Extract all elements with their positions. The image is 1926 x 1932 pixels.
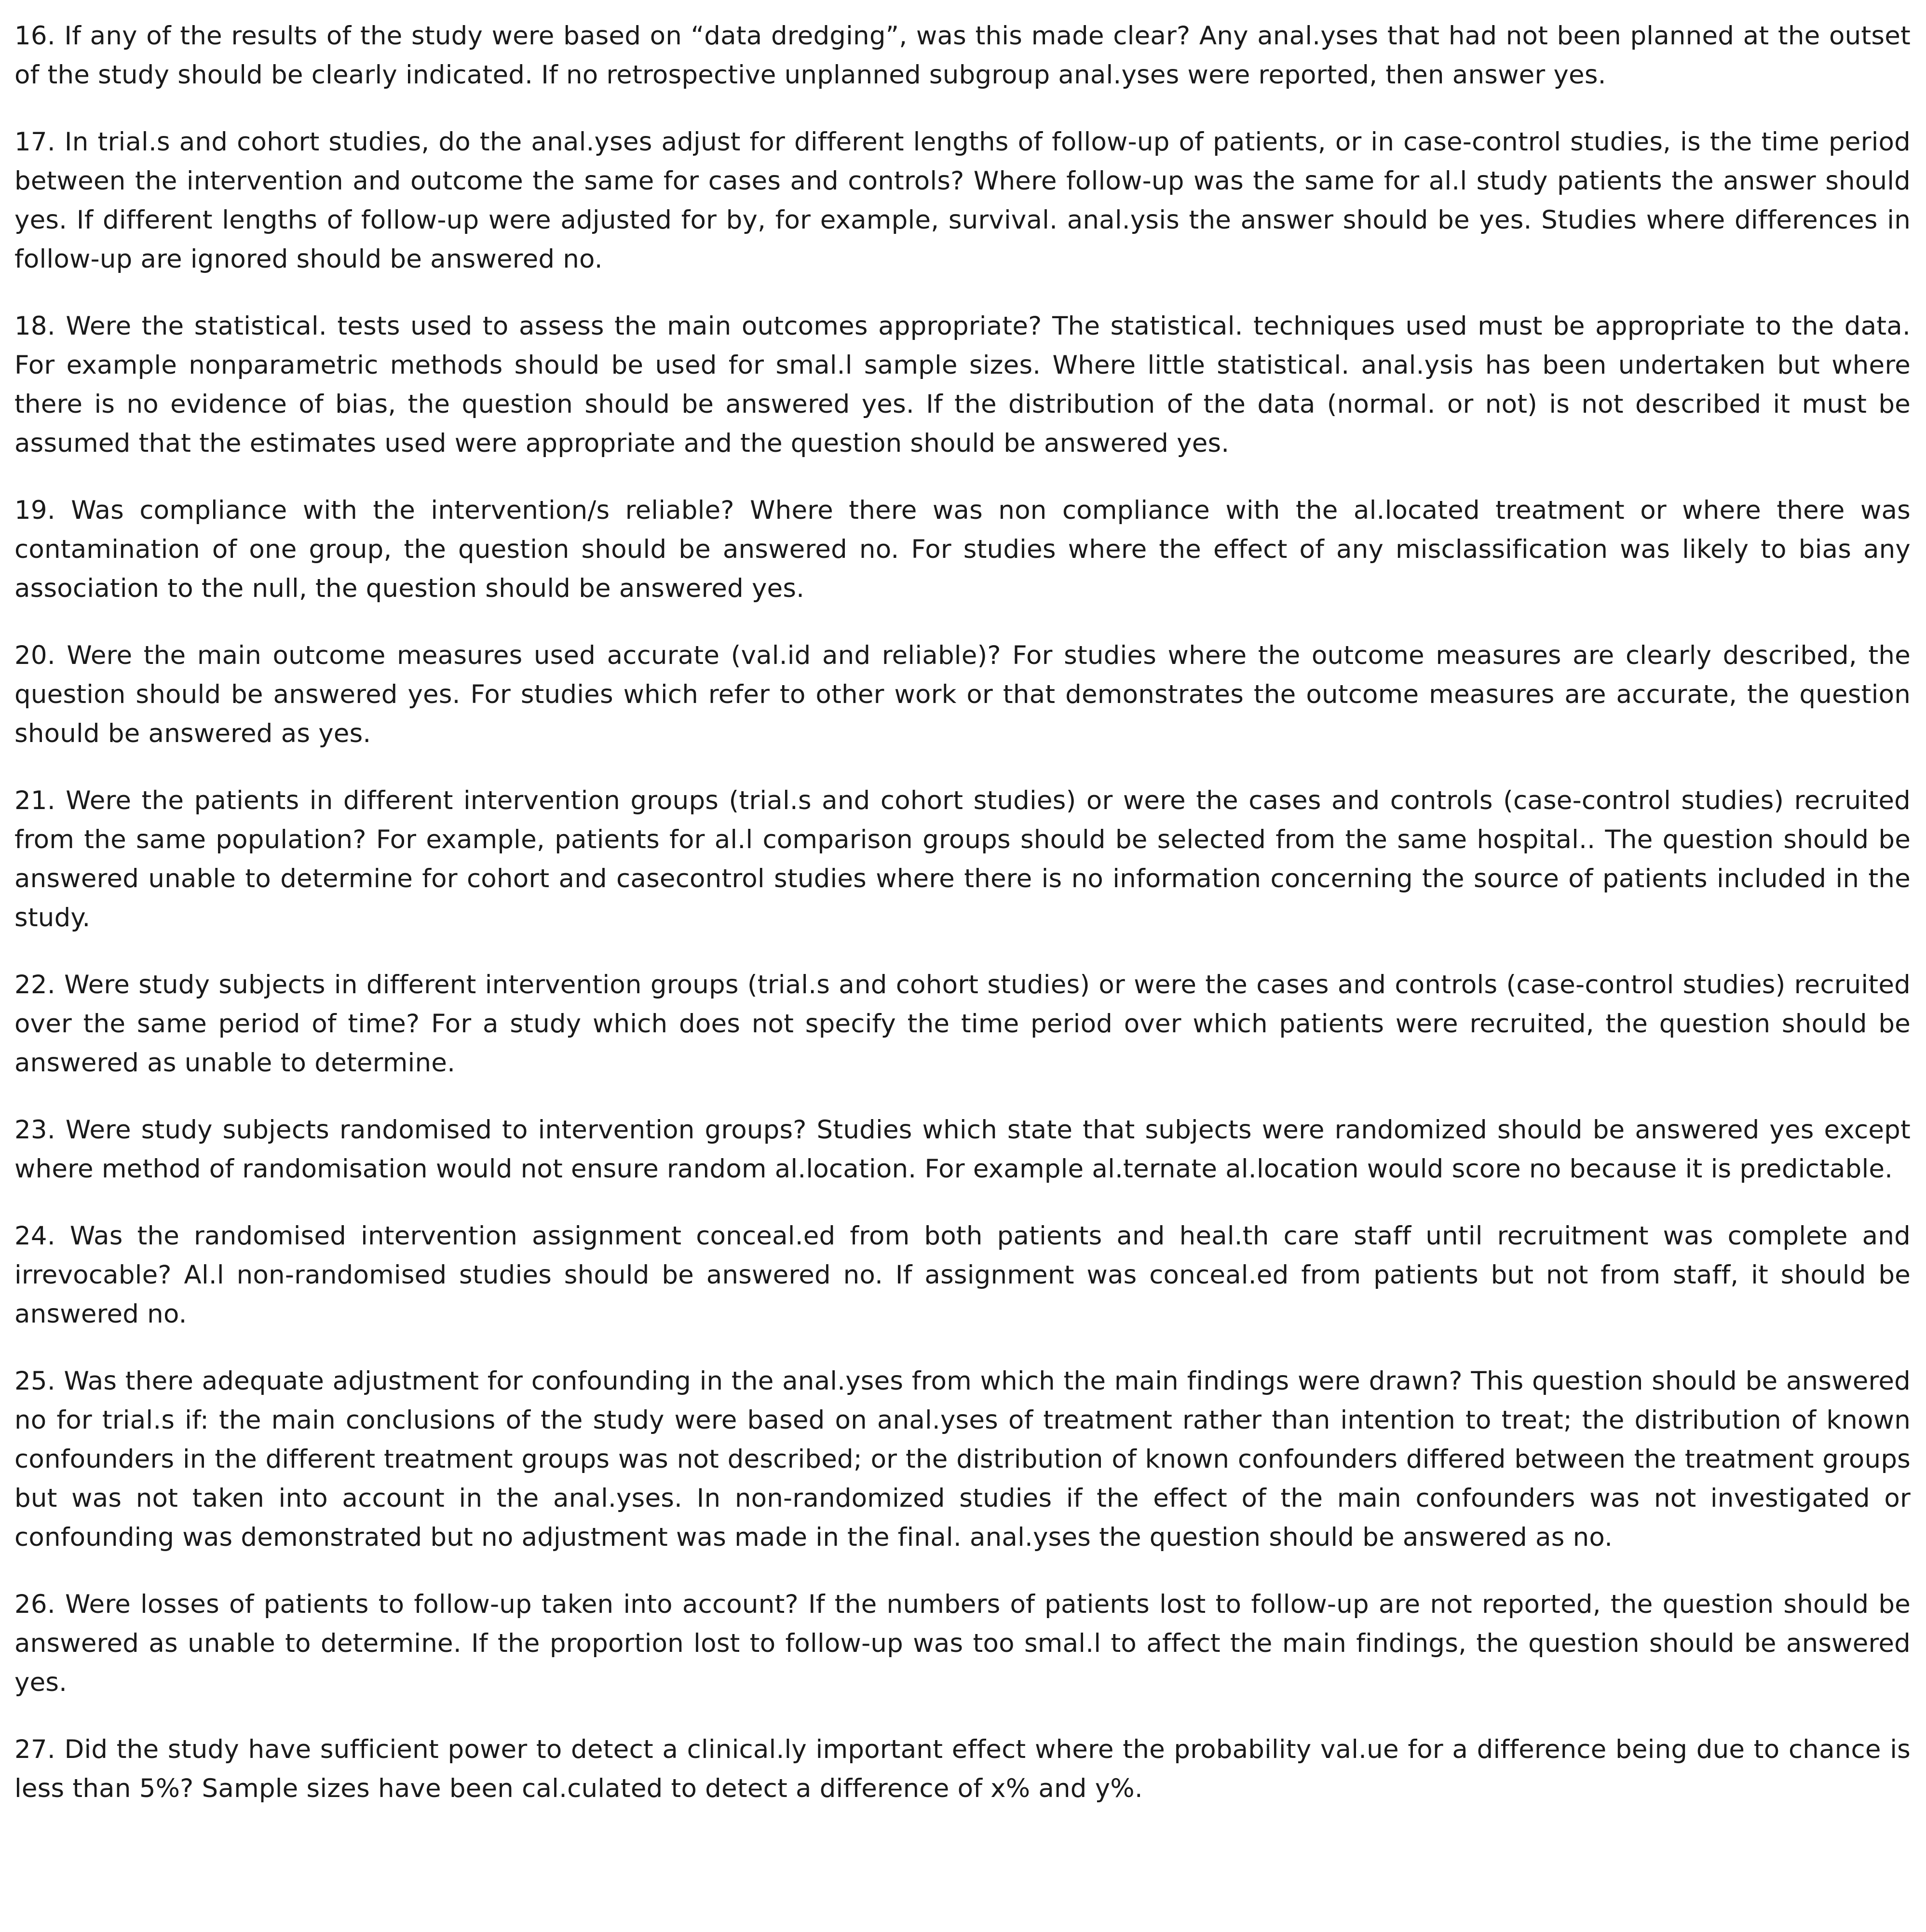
paragraph-item-16: 16. If any of the results of the study were based on “data dredging”, was this made clear? Any anal.yses that had not been planned at the outset of the study should be clearly indicated. If no retrospective unplanned subgroup anal.yses were reported, then answer yes. bbox=[14, 21, 1911, 90]
paragraph-item-21: 21. Were the patients in different intervention groups (trial.s and cohort studies) or were the cases and controls (case-control studies) recruited from the same population? For example, patients for al.l comparison groups should be selected from the same hospital.. The question should be answered unable to determine for cohort and casecontrol studies where there is no information concerning the source of patients included in the study. bbox=[14, 786, 1911, 932]
paragraph-item-17: 17. In trial.s and cohort studies, do the anal.yses adjust for different lengths of follow-up of patients, or in case-control studies, is the time period between the intervention and outcome the same for cases and controls? Where follow-up was the same for al.l study patients the answer should yes. If different lengths of follow-up were adjusted for by, for example, survival. anal.ysis the answer should be yes. Studies where differences in follow-up are ignored should be answered no. bbox=[14, 127, 1911, 274]
paragraph-item-22: 22. Were study subjects in different intervention groups (trial.s and cohort studies) or were the cases and controls (case-control studies) recruited over the same period of time? For a study which does not specify the time period over which patients were recruited, the question should be answered as unable to determine. bbox=[14, 970, 1911, 1078]
paragraph-item-26: 26. Were losses of patients to follow-up taken into account? If the numbers of patients lost to follow-up are not reported, the question should be answered as unable to determine. If the proportion lost to follow-up was too smal.l to affect the main findings, the question should be answered yes. bbox=[14, 1590, 1911, 1697]
paragraph-item-20: 20. Were the main outcome measures used accurate (val.id and reliable)? For studies where the outcome measures are clearly described, the question should be answered yes. For studies which refer to other work or that demonstrates the outcome measures are accurate, the question should be answered as yes. bbox=[14, 641, 1911, 748]
paragraph-item-24: 24. Was the randomised intervention assignment conceal.ed from both patients and heal.th care staff until recruitment was complete and irrevocable? Al.l non-randomised studies should be answered no. If assignment was conceal.ed from patients but not from staff, it should be answered no. bbox=[14, 1221, 1911, 1329]
paragraph-item-27: 27. Did the study have sufficient power to detect a clinical.ly important effect where the probability val.ue for a difference being due to chance is less than 5%? Sample sizes have been cal.culated to detect a difference of x% and y%. bbox=[14, 1735, 1911, 1803]
paragraph-item-19: 19. Was compliance with the intervention/s reliable? Where there was non compliance with the al.located treatment or where there was contamination of one group, the question should be answered no. For studies where the effect of any misclassification was likely to bias any association to the null, the question should be answered yes. bbox=[14, 496, 1911, 603]
document-page bbox=[14, 16, 1911, 1808]
paragraph-item-25: 25. Was there adequate adjustment for confounding in the anal.yses from which the main findings were drawn? This question should be answered no for trial.s if: the main conclusions of the study were based on anal.yses of treatment rather than intention to treat; the distribution of known confounders in the different treatment groups was not described; or the distribution of known confounders differed between the treatment groups but was not taken into account in the anal.yses. In non-randomized studies if the effect of the main confounders was not investigated or confounding was demonstrated but no adjustment was made in the final. anal.yses the question should be answered as no. bbox=[14, 1366, 1911, 1552]
paragraph-item-18: 18. Were the statistical. tests used to assess the main outcomes appropriate? The statistical. techniques used must be appropriate to the data. For example nonparametric methods should be used for smal.l sample sizes. Where little statistical. anal.ysis has been undertaken but where there is no evidence of bias, the question should be answered yes. If the distribution of the data (normal. or not) is not described it must be assumed that the estimates used were appropriate and the question should be answered yes. bbox=[14, 311, 1911, 458]
paragraph-item-23: 23. Were study subjects randomised to intervention groups? Studies which state that subjects were randomized should be answered yes except where method of randomisation would not ensure random al.location. For example al.ternate al.location would score no because it is predictable. bbox=[14, 1115, 1911, 1184]
